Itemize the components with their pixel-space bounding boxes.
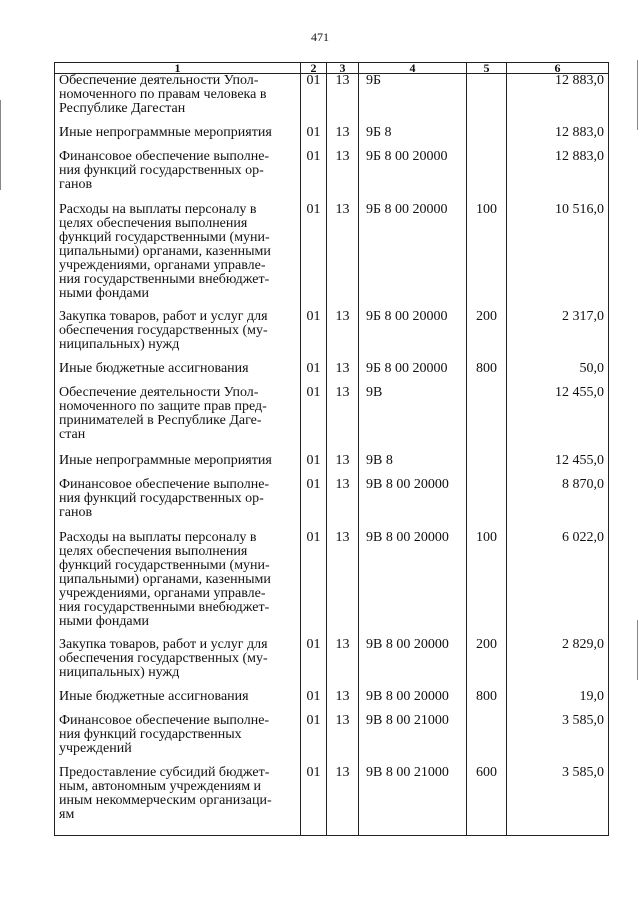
subsection-code: 13 [327, 478, 359, 531]
expense-name-line: функций государственными (муни- [59, 557, 270, 573]
target-article-code: 9Б 8 00 20000 [359, 203, 467, 310]
expense-name-line: обеспечения государственных (му- [59, 322, 268, 338]
expense-type-code [467, 386, 507, 454]
column-header-4: 4 [359, 63, 467, 74]
amount: 6 022,0 [507, 531, 609, 638]
target-article-code: 9Б [359, 74, 467, 126]
section-code: 01 [301, 203, 327, 310]
table-row [55, 454, 609, 478]
table-row [55, 310, 609, 362]
table-row [55, 638, 609, 690]
subsection-code: 13 [327, 638, 359, 690]
table-body [55, 74, 609, 836]
expense-type-code [467, 454, 507, 478]
table-row [55, 203, 609, 310]
expense-name-line: ния функций государственных ор- [59, 490, 264, 506]
subsection-code: 13 [327, 714, 359, 766]
expense-name-line: Предоставление субсидий бюджет- [59, 764, 270, 780]
expense-name [55, 478, 301, 531]
subsection-code: 13 [327, 766, 359, 836]
table-header [55, 63, 609, 74]
expense-type-code: 100 [467, 531, 507, 638]
amount: 10 516,0 [507, 203, 609, 310]
table-row [55, 766, 609, 836]
section-code: 01 [301, 638, 327, 690]
expense-name-line: Финансовое обеспечение выполне- [59, 148, 270, 164]
table-row [55, 74, 609, 126]
expense-name-line: целях обеспечения выполнения [59, 543, 248, 559]
expense-name-line: Закупка товаров, работ и услуг для [59, 308, 268, 324]
target-article-code: 9Б 8 [359, 126, 467, 150]
expense-name-line: ния государственными внебюджет- [59, 271, 270, 287]
expense-name-line: Финансовое обеспечение выполне- [59, 476, 270, 492]
table-row [55, 386, 609, 454]
expense-name [55, 766, 301, 836]
expense-name-line: ным, автономным учреждениям и [59, 778, 262, 794]
expense-name-line: Обеспечение деятельности Упол- [59, 384, 259, 400]
expense-type-code: 200 [467, 638, 507, 690]
subsection-code: 13 [327, 126, 359, 150]
expense-type-code [467, 150, 507, 203]
section-code: 01 [301, 454, 327, 478]
section-code: 01 [301, 150, 327, 203]
expense-name [55, 126, 301, 150]
target-article-code: 9В 8 00 20000 [359, 690, 467, 714]
expense-name-line: Финансовое обеспечение выполне- [59, 712, 270, 728]
target-article-code: 9В 8 00 20000 [359, 531, 467, 638]
expense-name [55, 714, 301, 766]
expense-type-code: 600 [467, 766, 507, 836]
section-code: 01 [301, 310, 327, 362]
expense-type-code [467, 478, 507, 531]
expense-name-line: Обеспечение деятельности Упол- [59, 73, 259, 88]
subsection-code: 13 [327, 203, 359, 310]
target-article-code: 9В 8 00 21000 [359, 714, 467, 766]
expense-name-line: Расходы на выплаты персоналу в [59, 529, 257, 545]
subsection-code: 13 [327, 74, 359, 126]
expense-type-code: 800 [467, 362, 507, 386]
expense-name-line: целях обеспечения выполнения [59, 215, 248, 231]
section-code: 01 [301, 74, 327, 126]
section-code: 01 [301, 126, 327, 150]
expense-name-line: ганов [59, 176, 93, 192]
subsection-code: 13 [327, 362, 359, 386]
subsection-code: 13 [327, 386, 359, 454]
expense-name-line: Иные бюджетные ассигнования [59, 688, 249, 704]
expense-name-line: ям [59, 806, 75, 822]
subsection-code: 13 [327, 454, 359, 478]
expense-name-line: принимателей в Республике Даге- [59, 412, 262, 428]
expense-name-line: стан [59, 426, 86, 442]
expense-name [55, 531, 301, 638]
page-number: 471 [311, 30, 329, 44]
subsection-code: 13 [327, 531, 359, 638]
expense-name-line: учреждений [59, 740, 132, 756]
amount: 19,0 [507, 690, 609, 714]
expense-name [55, 690, 301, 714]
expense-name-line: ганов [59, 504, 93, 520]
target-article-code: 9В 8 [359, 454, 467, 478]
expense-name-line: ципальными) органами, казенными [59, 571, 271, 587]
target-article-code: 9В 8 00 20000 [359, 638, 467, 690]
target-article-code: 9Б 8 00 20000 [359, 150, 467, 203]
column-header-2: 2 [301, 63, 327, 74]
budget-table [54, 62, 609, 836]
expense-type-code [467, 126, 507, 150]
column-header-3: 3 [327, 63, 359, 74]
section-code: 01 [301, 531, 327, 638]
expense-name-line: обеспечения государственных (му- [59, 650, 268, 666]
expense-name-line: учреждениями, органами управле- [59, 257, 266, 273]
expense-name-line: Республике Дагестан [59, 101, 186, 116]
amount: 2 317,0 [507, 310, 609, 362]
section-code: 01 [301, 362, 327, 386]
expense-name [55, 362, 301, 386]
expense-type-code [467, 74, 507, 126]
expense-name [55, 74, 301, 126]
amount: 12 883,0 [507, 126, 609, 150]
expense-name [55, 310, 301, 362]
target-article-code: 9В [359, 386, 467, 454]
table-row [55, 531, 609, 638]
table-row [55, 478, 609, 531]
amount: 3 585,0 [507, 714, 609, 766]
expense-name-line: Иные непрограммные мероприятия [59, 124, 272, 140]
amount: 3 585,0 [507, 766, 609, 836]
target-article-code: 9Б 8 00 20000 [359, 362, 467, 386]
header-row [55, 63, 609, 74]
expense-name [55, 150, 301, 203]
expense-name [55, 454, 301, 478]
column-header-5: 5 [467, 63, 507, 74]
expense-name-line: ниципальных) нужд [59, 664, 180, 680]
expense-name-line: иным некоммерческим организаци- [59, 792, 272, 808]
amount: 50,0 [507, 362, 609, 386]
column-header-1: 1 [55, 63, 301, 74]
expense-name-line: ными фондами [59, 285, 150, 301]
scan-edge-mark [637, 620, 638, 680]
expense-name-line: ния функций государственных [59, 726, 242, 742]
target-article-code: 9Б 8 00 20000 [359, 310, 467, 362]
amount: 8 870,0 [507, 478, 609, 531]
expense-name-line: Расходы на выплаты персоналу в [59, 201, 257, 217]
expense-name-line: номоченного по правам человека в [59, 87, 267, 102]
expense-name-line: Иные непрограммные мероприятия [59, 452, 272, 468]
expense-name [55, 386, 301, 454]
table-row [55, 150, 609, 203]
table-row [55, 690, 609, 714]
subsection-code: 13 [327, 690, 359, 714]
section-code: 01 [301, 766, 327, 836]
section-code: 01 [301, 690, 327, 714]
amount: 12 883,0 [507, 74, 609, 126]
scan-edge-mark [637, 60, 638, 130]
section-code: 01 [301, 714, 327, 766]
expense-name-line: номоченного по защите прав пред- [59, 398, 267, 414]
column-header-6: 6 [507, 63, 609, 74]
subsection-code: 13 [327, 150, 359, 203]
expense-name [55, 203, 301, 310]
expense-name-line: функций государственными (муни- [59, 229, 270, 245]
table-row [55, 714, 609, 766]
target-article-code: 9В 8 00 20000 [359, 478, 467, 531]
expense-name-line: Закупка товаров, работ и услуг для [59, 636, 268, 652]
expense-type-code: 100 [467, 203, 507, 310]
expense-name-line: ния государственными внебюджет- [59, 599, 270, 615]
expense-name-line: ными фондами [59, 613, 150, 629]
amount: 12 883,0 [507, 150, 609, 203]
table-row [55, 362, 609, 386]
expense-name-line: Иные бюджетные ассигнования [59, 360, 249, 376]
section-code: 01 [301, 478, 327, 531]
expense-name-line: учреждениями, органами управле- [59, 585, 266, 601]
expense-name-line: ниципальных) нужд [59, 336, 180, 352]
amount: 2 829,0 [507, 638, 609, 690]
amount: 12 455,0 [507, 454, 609, 478]
expense-type-code: 200 [467, 310, 507, 362]
target-article-code: 9В 8 00 21000 [359, 766, 467, 836]
expense-name-line: ния функций государственных ор- [59, 162, 264, 178]
subsection-code: 13 [327, 310, 359, 362]
expense-name [55, 638, 301, 690]
section-code: 01 [301, 386, 327, 454]
expense-type-code: 800 [467, 690, 507, 714]
amount: 12 455,0 [507, 386, 609, 454]
expense-name-line: ципальными) органами, казенными [59, 243, 271, 259]
table-row [55, 126, 609, 150]
expense-type-code [467, 714, 507, 766]
scan-edge-mark [0, 100, 1, 190]
